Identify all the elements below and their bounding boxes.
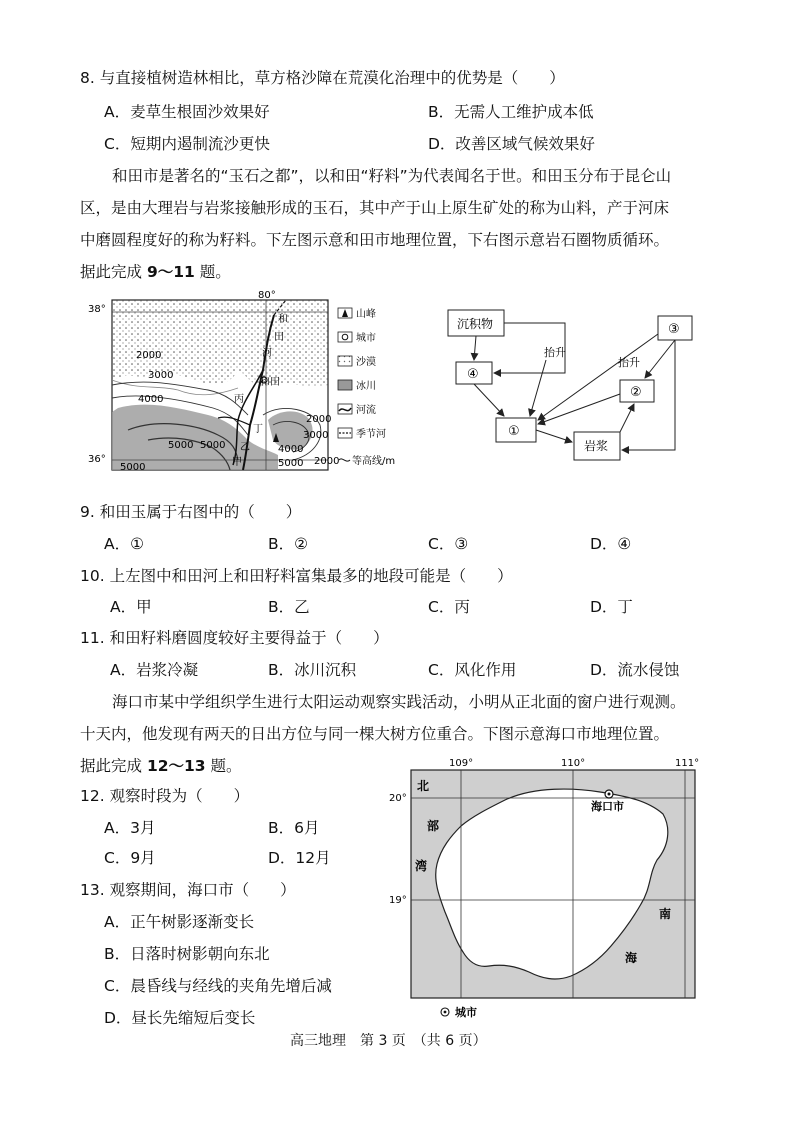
label-2: ② [630,385,642,400]
q8-option-a: A．麦草生根固沙效果好 [104,103,270,121]
passage2-line1: 海口市某中学组织学生进行太阳运动观察实践活动，小明从正北面的窗户进行观测。 [112,693,686,711]
passage2-range: 12～13 [146,757,206,775]
hotan-map [88,290,438,485]
legend-contour: 等高线/m [352,456,396,467]
uplift-label-1: 抬升 [544,346,566,359]
passage1-range: 9～11 [146,263,195,281]
q11-option-c: C．风化作用 [428,661,517,679]
q11-option-b: B．冰川沉积 [268,661,357,679]
label-1: ① [508,424,520,439]
lat-36-label: 36° [88,454,106,465]
passage1-prefix: 据此完成 [80,263,143,281]
river-label-2: 田 [274,332,284,343]
passage1-line4 [80,260,231,282]
passage2-line3 [80,754,242,776]
contour-label: 5000 [200,440,226,451]
q10-option-c: C．丙 [428,598,470,616]
legend-peak: 山峰 [356,309,376,320]
passage2-prefix: 据此完成 [80,757,143,775]
q9-option-d: D．④ [590,535,632,553]
city-icon [342,334,348,340]
contour-label: 3000 [148,370,174,381]
sea-char-2: 海 [625,951,638,965]
q13-stem: 13. 观察期间，海口市（ ） [80,881,296,899]
uplift-label-2: 抬升 [618,356,640,369]
lon-80-label: 80° [258,290,276,301]
legend-river: 河流 [356,405,376,416]
lon-109-label: 109° [449,758,474,769]
site-bing: 丙 [234,394,244,405]
q12-option-b: B．6月 [268,819,320,837]
contour-label: 5000 [120,462,146,473]
sea-char-1: 南 [659,907,672,921]
passage1-suffix: 题。 [199,263,231,281]
q11-stem: 11. 和田籽料磨圆度较好主要得益于（ ） [80,629,389,647]
contour-label: 2000 [306,414,332,425]
sediment-label: 沉积物 [457,317,494,331]
contour-label: 5000 [168,440,194,451]
q13-option-c: C．晨昏线与经线的夹角先增后减 [104,977,332,995]
q10-option-d: D．丁 [590,598,633,616]
q12-stem: 12. 观察时段为（ ） [80,787,250,805]
rock-cycle-diagram [440,300,700,470]
contour-label: 4000 [138,394,164,405]
q12-option-a: A．3月 [104,819,156,837]
q13-option-b: B．日落时树影朝向东北 [104,945,270,963]
passage1-line1: 和田市是著名的“玉石之都”，以和田“籽料”为代表闻名于世。和田玉分布于昆仑山 [112,167,672,185]
contour-label: 5000 [278,458,304,469]
lat-19-label: 19° [389,895,407,906]
q8-option-b: B．无需人工维护成本低 [428,103,594,121]
contour-label: 4000 [278,444,304,455]
river-label-1: 和 [278,314,288,325]
q11-option-a: A．岩浆冷凝 [110,661,199,679]
label-3: ③ [668,322,680,337]
lon-110-label: 110° [561,758,586,769]
passage2-suffix: 题。 [210,757,242,775]
desert-area [112,300,328,386]
label-4: ④ [467,367,479,382]
passage1-line2: 区，是由大理岩与岩浆接触形成的玉石，其中产于山上原生矿处的称为山料，产于河床 [80,199,670,217]
q8-stem: 8. 与直接植树造林相比，草方格沙障在荒漠化治理中的优势是（ ） [80,69,565,87]
magma-label: 岩浆 [584,439,609,453]
passage1-line3: 中磨圆程度好的称为籽料。下左图示意和田市地理位置，下右图示意岩石圈物质循环。 [80,231,670,249]
legend-desert: 沙漠 [356,357,376,368]
q12-option-d: D．12月 [268,849,331,867]
hainan-map [385,756,715,1024]
q11-option-d: D．流水侵蚀 [590,661,680,679]
legend-seasonal: 季节河 [356,429,386,440]
contour-label: 2000 [136,350,162,361]
site-jia: 甲 [232,457,242,468]
site-ding: 丁 [253,424,263,435]
legend-glacier: 冰川 [356,381,376,392]
q9-stem: 9. 和田玉属于右图中的（ ） [80,503,302,521]
q10-option-a: A．甲 [110,598,152,616]
river-label-3: 河 [262,348,272,359]
city-label: 和田 [260,377,280,388]
legend-contour-value: 2000 [314,456,340,467]
gulf-char-2: 部 [427,819,440,833]
gulf-char-1: 北 [417,779,430,793]
haikou-label: 海口市 [591,800,624,813]
lat-38-label: 38° [88,304,106,315]
q8-option-c: C．短期内遏制流沙更快 [104,135,270,153]
q10-stem: 10. 上左图中和田河上和田籽料富集最多的地段可能是（ ） [80,567,513,585]
legend-city: 城市 [356,333,376,344]
contour-label: 3000 [303,430,329,441]
q13-option-d: D．昼长先缩短后变长 [104,1009,256,1027]
q10-option-b: B．乙 [268,598,310,616]
site-yi: 乙 [240,442,250,453]
q8-option-d: D．改善区域气候效果好 [428,135,595,153]
page-footer: 高三地理 第 3 页 （共 6 页） [290,1033,487,1049]
q9-option-a: A．① [104,535,144,553]
legend-city-label: 城市 [455,1006,477,1019]
lat-20-label: 20° [389,793,407,804]
q9-option-c: C．③ [428,535,469,553]
q9-option-b: B．② [268,535,309,553]
passage2-line2: 十天内，他发现有两天的日出方位与同一棵大树方位重合。下图示意海口市地理位置。 [80,725,670,743]
q12-option-c: C．9月 [104,849,156,867]
q13-option-a: A．正午树影逐渐变长 [104,913,255,931]
lon-111-label: 111° [675,758,700,769]
gulf-char-3: 湾 [415,859,428,873]
